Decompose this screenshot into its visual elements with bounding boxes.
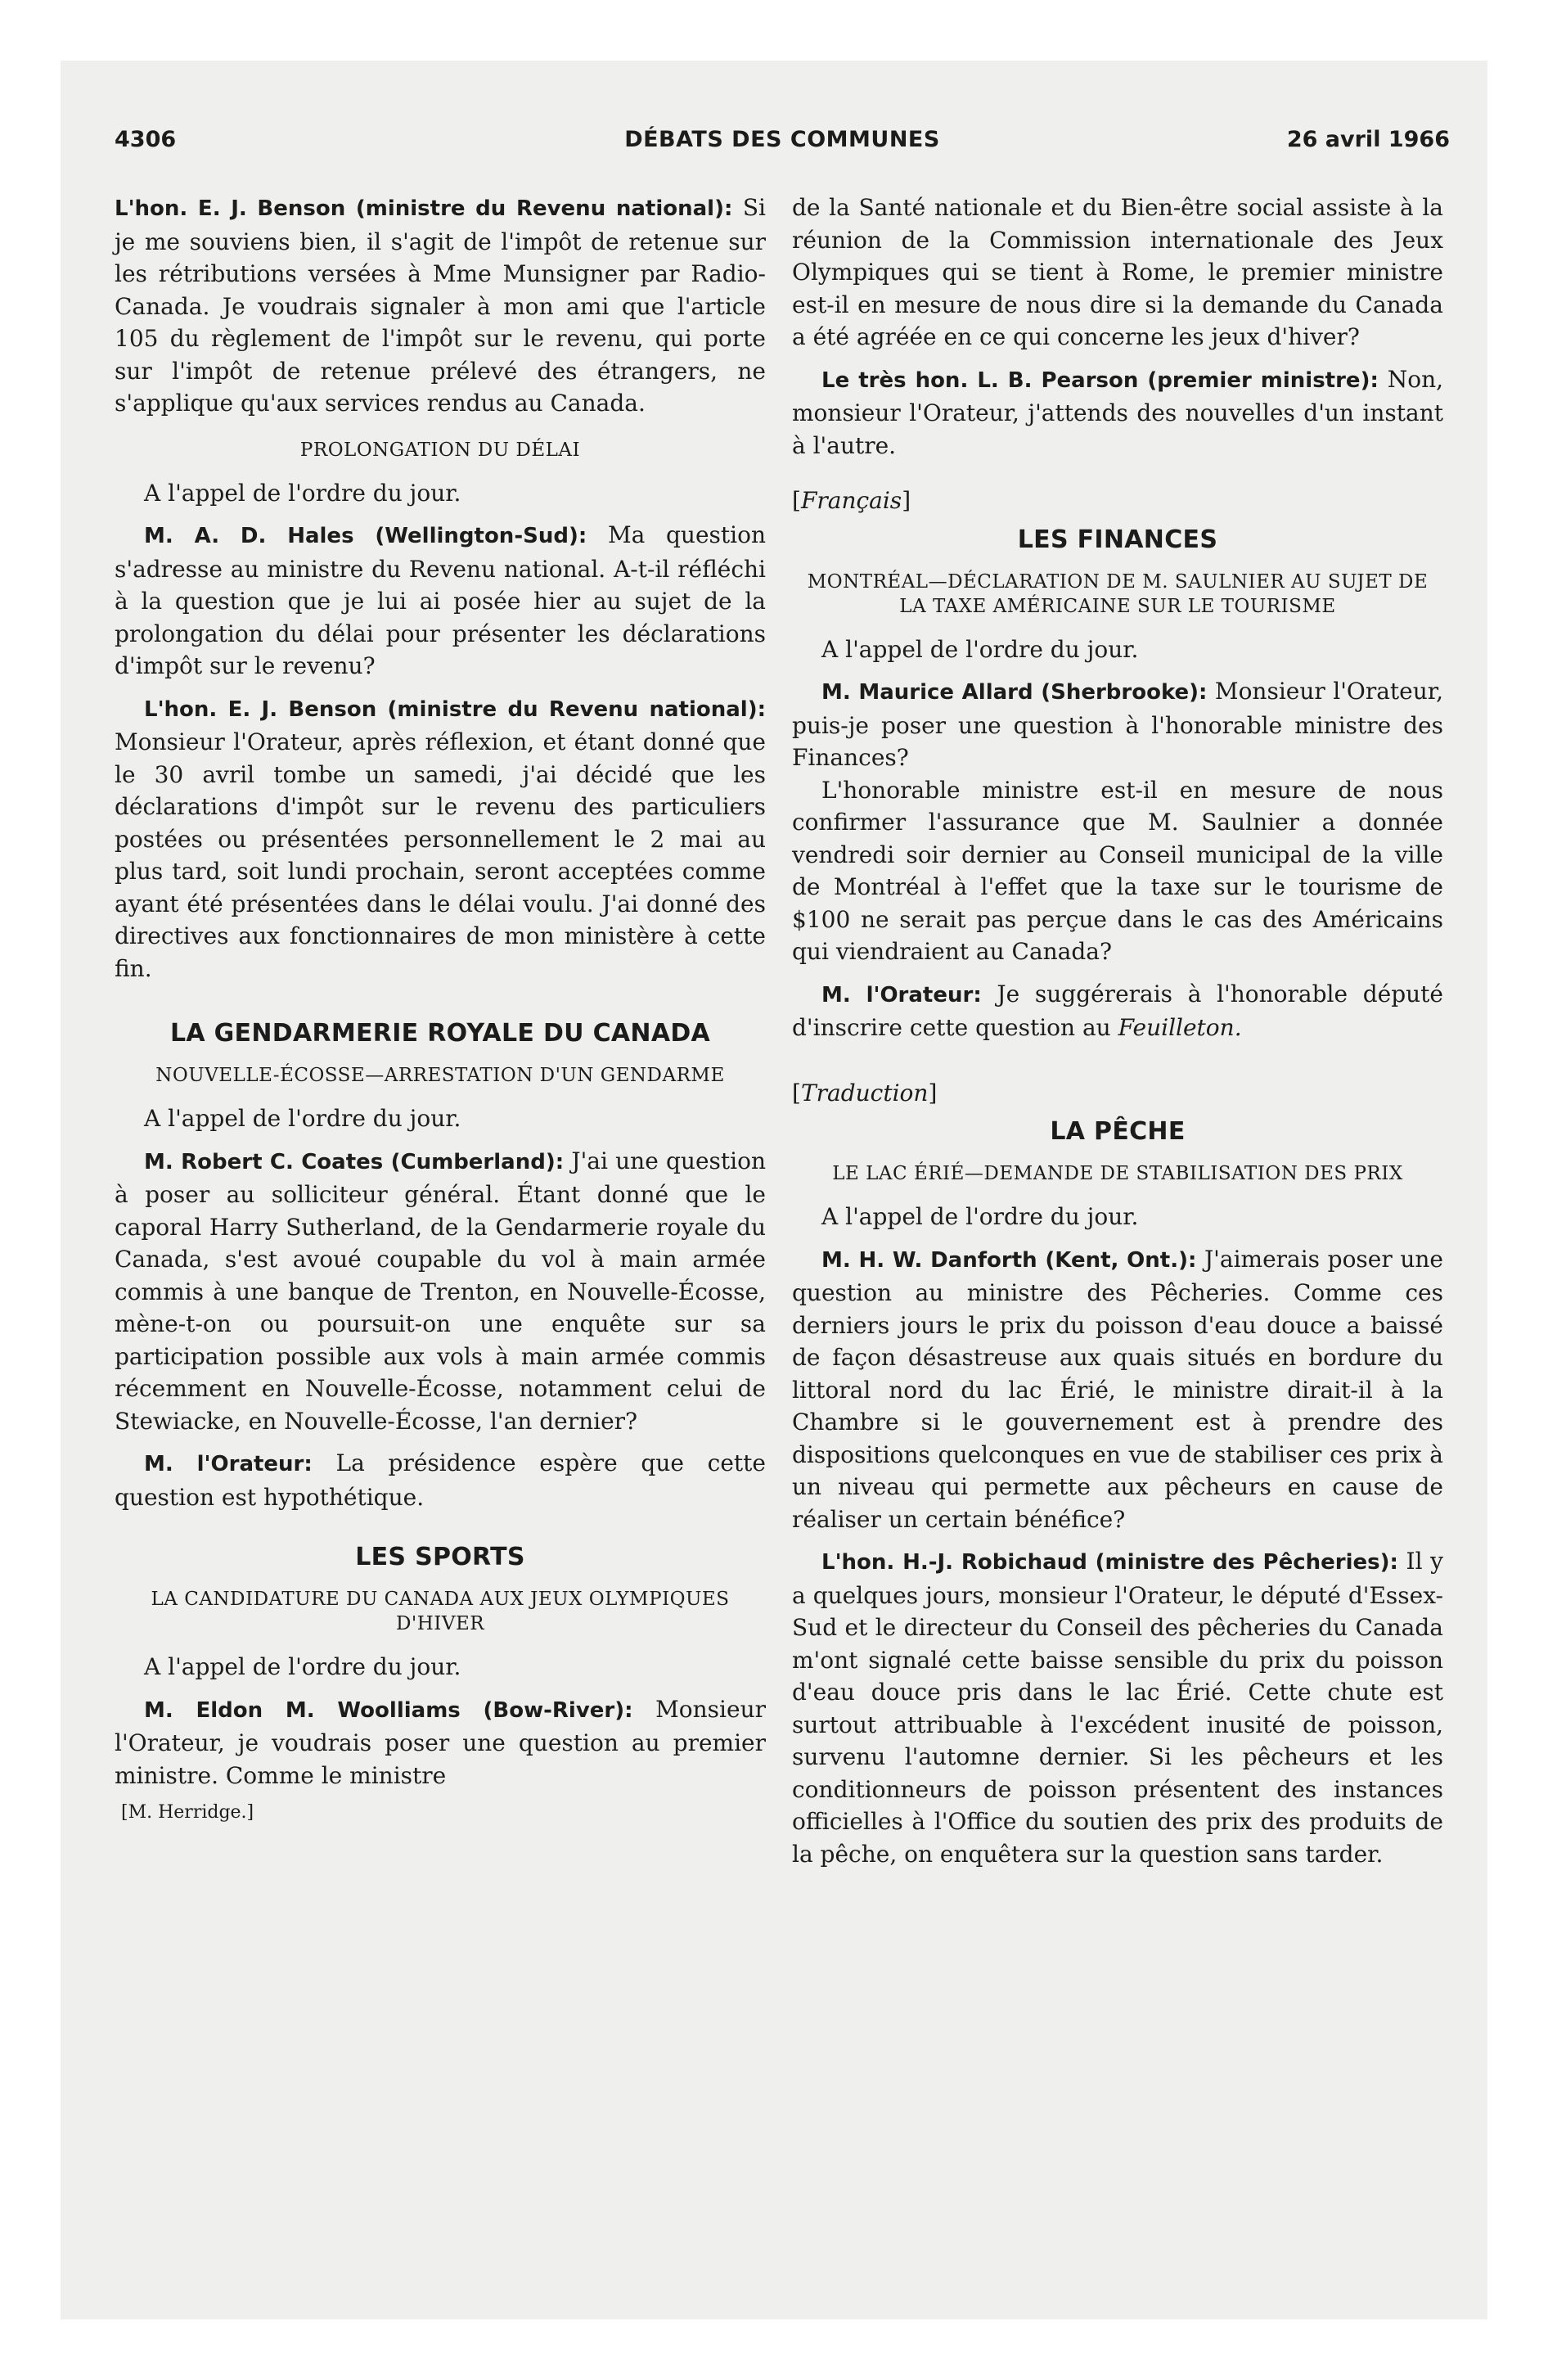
order-call: A l'appel de l'ordre du jour. xyxy=(821,635,1139,663)
paragraph: L'honorable ministre est-il en mesure de nous confirmer l'assurance que M. Saulnier a donnée vendredi soir dernier au Conseil municipal de la ville de Montréal à l'effet que la taxe sur le tourisme de $100 ne serait pas perçue dans le cas des Américains qui viendraient au Canada? xyxy=(792,776,1443,965)
speech-text: Il y a quelques jours, monsieur l'Orateur, le député d'Essex-Sud et le directeur du Conseil des pêcheries du Canada m'ont signalé cette baisse sensible du prix du poisson d'eau douce pris dans le lac Érié. Cette chute est surtout attribuable à l'excédent inusité de poisson, survenu l'automne dernier. Si les pêcheurs et les conditionneurs de poisson présentent des instances officielles à l'Office du soutien des prix des produits de la pêche, on enquêtera sur la question sans tarder. xyxy=(792,1548,1443,1868)
speaker-name: Le très hon. L. B. Pearson (premier ministre): xyxy=(821,367,1379,393)
speaker-name: L'hon. E. J. Benson (ministre du Revenu national): xyxy=(115,196,733,221)
speaker-name: M. H. W. Danforth (Kent, Ont.): xyxy=(821,1247,1197,1273)
speech-text: Ma question s'adresse au ministre du Revenu national. A-t-il réfléchi à la question que je lui ai posée hier au sujet de la prolongation du délai pour présenter les déclarations d'impôt sur le revenu? xyxy=(115,521,766,679)
footnote: [M. Herridge.] xyxy=(121,1802,254,1823)
speaker-name: M. Robert C. Coates (Cumberland): xyxy=(144,1149,565,1174)
paragraph xyxy=(792,978,1443,1044)
speech-text: Monsieur l'Orateur, après réflexion, et étant donné que le 30 avril tombe un samedi, j'ai décidé que les déclarations d'impôt sur le revenu des particuliers postées ou présentées personnellement le 2 mai au plus tard, soit lundi prochain, seront acceptées comme ayant été présentées dans le délai voulu. J'ai donné des directives aux fonctionnaires de mon ministère à cette fin. xyxy=(115,728,766,982)
page-title: DÉBATS DES COMMUNES xyxy=(624,127,940,152)
speaker-name: M. Maurice Allard (Sherbrooke): xyxy=(821,680,1208,705)
subheading: PROLONGATION DU DÉLAI xyxy=(299,439,581,461)
speech-text: La présidence espère que cette question est hypothétique. xyxy=(115,1449,767,1511)
speaker-name: L'hon. E. J. Benson (ministre du Revenu national): xyxy=(144,696,766,722)
paragraph xyxy=(792,675,1443,774)
paragraph xyxy=(115,192,766,420)
paragraph xyxy=(792,363,1443,462)
left-column xyxy=(115,192,766,1829)
paragraph xyxy=(115,1145,766,1438)
page-header xyxy=(115,127,1450,168)
speaker-name: M. Eldon M. Woolliams (Bow-River): xyxy=(144,1697,633,1723)
right-column xyxy=(792,192,1443,1870)
subheading: NOUVELLE-ÉCOSSE—ARRESTATION D'UN GENDARME xyxy=(155,1065,725,1086)
paragraph: de la Santé nationale et du Bien-être social assiste à la réunion de la Commission internationale des Jeux Olympiques qui se tient à Rome, le premier ministre est-il en mesure de nous dire si la demande du Canada a été agréée en ce qui concerne les jeux d'hiver? xyxy=(792,194,1443,350)
paragraph xyxy=(115,519,766,683)
speech-text: J'ai une question à poser au solliciteur général. Étant donné que le caporal Harry Sutherland, de la Gendarmerie royale du Canada, s'est avoué coupable du vol à main armée commis à une banque de Trenton, en Nouvelle-Écosse, mène-t-on ou poursuit-on une enquête sur sa participation possible aux vols à main armée commis récemment en Nouvelle-Écosse, notamment celui de Stewiacke, en Nouvelle-Écosse, l'an dernier? xyxy=(115,1147,767,1435)
page-number: 4306 xyxy=(115,127,177,152)
speech-text: Monsieur l'Orateur, je voudrais poser une question au premier ministre. Comme le ministre xyxy=(115,1695,766,1789)
speaker-name: M. A. D. Hales (Wellington-Sud): xyxy=(144,524,587,548)
language-label: Traduction xyxy=(800,1079,929,1107)
page-date: 26 avril 1966 xyxy=(1286,127,1450,152)
section-heading: LES SPORTS xyxy=(355,1543,525,1571)
subheading: LE LAC ÉRIÉ—DEMANDE DE STABILISATION DES PRIX xyxy=(832,1163,1403,1184)
language-label: Français xyxy=(800,487,902,514)
speaker-name: M. l'Orateur: xyxy=(144,1452,313,1476)
language-marker: [Traduction] xyxy=(792,1079,938,1107)
section-heading: LES FINANCES xyxy=(1017,525,1218,554)
speech-text: Je suggérerais à l'honorable député d'inscrire cette question au xyxy=(792,980,1444,1041)
subheading: MONTRÉAL—DÉCLARATION DE M. SAULNIER AU SUJET DE LA TAXE AMÉRICAINE SUR LE TOURISME xyxy=(807,570,1429,617)
speech-text: J'aimerais poser une question au ministre des Pêcheries. Comme ces derniers jours le prix du poisson d'eau douce a baissé de façon désastreuse aux quais situés en bordure du littoral nord du lac Érié, le ministre dirait-il à la Chambre si le gouvernement est à prendre des dispositions quelconques en vue de stabiliser ces prix à un niveau qui permette aux pêcheurs en cause de réaliser un certain bénéfice? xyxy=(792,1245,1443,1533)
order-call: A l'appel de l'ordre du jour. xyxy=(144,479,461,507)
speech-text: Non, monsieur l'Orateur, j'attends des nouvelles d'un instant à l'autre. xyxy=(792,365,1443,459)
speaker-name: L'hon. H.-J. Robichaud (ministre des Pêcheries): xyxy=(821,1550,1398,1575)
paragraph xyxy=(115,692,766,985)
subheading: LA CANDIDATURE DU CANADA AUX JEUX OLYMPIQUES D'HIVER xyxy=(151,1589,730,1634)
order-call: A l'appel de l'ordre du jour. xyxy=(821,1203,1139,1230)
paragraph xyxy=(115,1693,766,1792)
paragraph xyxy=(792,1545,1443,1870)
speaker-name: M. l'Orateur: xyxy=(821,982,982,1007)
paragraph xyxy=(115,1447,766,1513)
italic-text: Feuilleton. xyxy=(1118,1014,1242,1041)
speech-text: Monsieur l'Orateur, puis-je poser une question à l'honorable ministre des Finances? xyxy=(792,678,1443,771)
speech-text: Si je me souviens bien, il s'agit de l'impôt de retenue sur les rétributions versées à Mme Munsigner par Radio-Canada. Je voudrais signaler à mon ami que l'article 105 du règlement de l'impôt sur le revenu, qui porte sur l'impôt de retenue prélevé des étrangers, ne s'applique qu'aux services rendus au Canada. xyxy=(115,194,766,417)
section-heading: LA GENDARMERIE ROYALE DU CANADA xyxy=(169,1019,711,1048)
paragraph xyxy=(792,1243,1443,1536)
language-marker: [Français] xyxy=(792,487,911,514)
order-call: A l'appel de l'ordre du jour. xyxy=(144,1653,461,1680)
section-heading: LA PÊCHE xyxy=(1050,1117,1186,1146)
order-call: A l'appel de l'ordre du jour. xyxy=(144,1105,461,1132)
